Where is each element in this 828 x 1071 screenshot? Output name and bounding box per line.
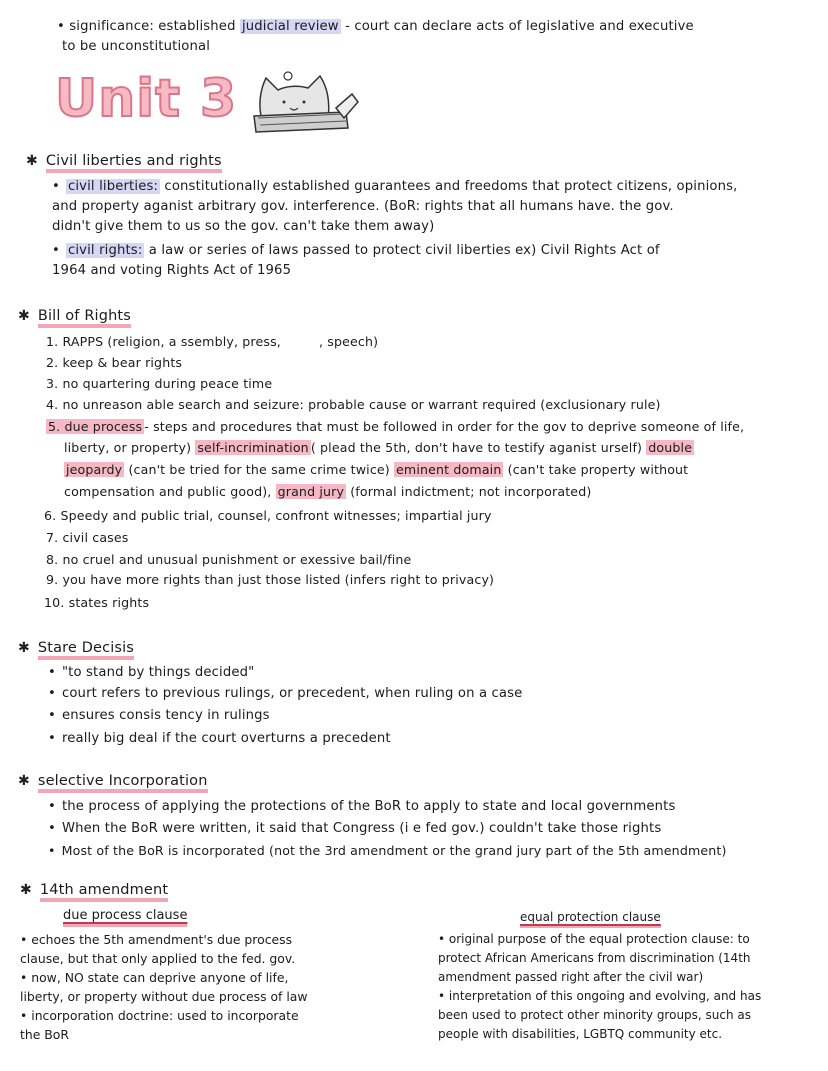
- bor-heading-text: Bill of Rights: [38, 308, 131, 328]
- due-process-clause-title-text: due process clause: [63, 908, 187, 927]
- equal-protection-title: [520, 910, 661, 924]
- equal-protection-title-text: equal protection clause: [520, 910, 661, 928]
- star-icon: ✱: [18, 773, 30, 789]
- selective-bullet-1: [48, 798, 676, 815]
- judicial-review-highlight: judicial review: [241, 19, 339, 34]
- bor-item-5-text-1: - steps and procedures that must be followed in order for the gov to deprive someone of life,: [144, 419, 745, 434]
- ep-line-6: people with disabilities, LGBTQ community etc.: [438, 1027, 723, 1041]
- selective-bullet-3: [48, 842, 727, 859]
- ep-line-1: • original purpose of the equal protection clause: to: [438, 932, 750, 946]
- dp-line-4: liberty, or property without due process of law: [20, 989, 308, 1004]
- due-process-term: 5. due process: [48, 419, 143, 434]
- bor-item-5-text-3: ( plead the 5th, don't have to testify aganist urself): [310, 440, 643, 455]
- bor-item-1-a: 1. RAPPS (religion, a ssembly, press,: [46, 334, 281, 349]
- dp-line-2: clause, but that only applied to the fed. gov.: [20, 951, 296, 966]
- bor-item-7: 7. civil cases: [46, 530, 129, 545]
- grand-jury-term: grand jury: [277, 484, 345, 499]
- bor-item-5-text-5: (can't take property without: [507, 462, 689, 477]
- stare-bullet-3-text: ensures consis tency in rulings: [61, 708, 270, 723]
- stare-bullet-3: [48, 707, 270, 724]
- unit-title: Unit 3: [55, 69, 238, 129]
- star-icon: ✱: [18, 308, 30, 324]
- bor-item-5-line-2: [64, 439, 694, 456]
- dp-line-3: • now, NO state can deprive anyone of life,: [20, 970, 289, 985]
- significance-label: • significance: established: [57, 19, 236, 34]
- bor-item-3: 3. no quartering during peace time: [46, 376, 273, 391]
- ep-line-4: • interpretation of this ongoing and evolving, and has: [438, 989, 762, 1003]
- civil-rights-line-1: [52, 242, 660, 259]
- bor-item-5-text-7: (formal indictment; not incorporated): [350, 484, 592, 499]
- stare-bullet-2-text: court refers to previous rulings, or precedent, when ruling on a case: [61, 686, 523, 701]
- significance-text-2: to be unconstitutional: [62, 39, 211, 54]
- bor-item-5-text-2: liberty, or property): [64, 440, 192, 455]
- selective-bullet-2: [48, 820, 661, 837]
- ep-line-5: been used to protect other minority groups, such as: [438, 1008, 752, 1022]
- stare-heading: [18, 640, 134, 657]
- star-icon: ✱: [26, 153, 38, 169]
- bor-item-1: [46, 333, 378, 350]
- selective-bullet-2-text: When the BoR were written, it said that Congress (i e fed gov.) couldn't take those rights: [61, 821, 662, 836]
- ep-line-3: amendment passed right after the civil war): [438, 970, 704, 984]
- selective-heading-text: selective Incorporation: [38, 773, 208, 793]
- double-term: double: [648, 440, 693, 455]
- significance-text: - court can declare acts of legislative and executive: [345, 19, 694, 34]
- selective-heading: [18, 773, 208, 790]
- stare-bullet-1-text: "to stand by things decided": [61, 665, 255, 680]
- civil-rights-term: civil rights:: [67, 243, 143, 258]
- bor-item-5-line-4: [64, 483, 591, 500]
- bor-item-8: 8. no cruel and unusual punishment or exessive bail/fine: [46, 552, 412, 567]
- civil-heading-text: Civil liberties and rights: [46, 153, 222, 173]
- selective-bullet-3-text: Most of the BoR is incorporated (not the 3rd amendment or the grand jury part of the 5th amendment): [61, 843, 727, 858]
- selective-bullet-1-text: the process of applying the protections of the BoR to apply to state and local governments: [61, 799, 676, 814]
- cat-doodle-icon: [248, 68, 364, 140]
- bor-item-2: 2. keep & bear rights: [46, 355, 183, 370]
- ep-line-2: protect African Americans from discrimination (14th: [438, 951, 751, 965]
- star-icon: ✱: [18, 640, 30, 656]
- jeopardy-term: jeopardy: [66, 462, 123, 477]
- bor-item-9: 9. you have more rights than just those listed (infers right to privacy): [46, 572, 495, 587]
- stare-bullet-4-text: really big deal if the court overturns a precedent: [61, 731, 391, 746]
- bor-item-6: 6. Speedy and public trial, counsel, confront witnesses; impartial jury: [44, 508, 492, 523]
- stare-bullet-1: [48, 664, 254, 681]
- civil-rights-def-2: 1964 and voting Rights Act of 1965: [52, 263, 292, 278]
- equal-protection-column: [438, 930, 761, 1044]
- eminent-domain-term: eminent domain: [396, 462, 502, 477]
- bor-item-1-b: , speech): [318, 334, 379, 349]
- bor-item-5-text-4: (can't be tried for the same crime twice): [128, 462, 390, 477]
- civil-liberties-term: civil liberties:: [67, 179, 159, 194]
- star-icon: ✱: [20, 882, 32, 898]
- dp-line-6: the BoR: [20, 1027, 69, 1042]
- dp-line-1: • echoes the 5th amendment's due process: [20, 932, 293, 947]
- bor-item-5-line-1: [46, 418, 744, 435]
- stare-heading-text: Stare Decisis: [38, 640, 134, 660]
- bor-item-5-line-3: [64, 461, 688, 478]
- civil-liberties-def-3: didn't give them to us so the gov. can't take them away): [52, 219, 435, 234]
- due-process-column: [20, 930, 308, 1044]
- civil-liberties-def-2: and property aganist arbitrary gov. interference. (BoR: rights that all humans have. the gov.: [52, 199, 674, 214]
- fourteenth-heading-text: 14th amendment: [40, 882, 168, 902]
- civil-liberties-line-1: [52, 178, 738, 195]
- stare-bullet-2: [48, 685, 522, 702]
- significance-line: [57, 18, 694, 35]
- bor-heading: [18, 308, 131, 325]
- stare-bullet-4: [48, 730, 391, 747]
- civil-rights-def-1: a law or series of laws passed to protect civil liberties ex) Civil Rights Act of: [148, 243, 660, 258]
- civil-liberties-def-1: constitutionally established guarantees and freedoms that protect citizens, opinions,: [164, 179, 738, 194]
- due-process-clause-title: [63, 908, 187, 923]
- bor-item-4: 4. no unreason able search and seizure: probable cause or warrant required (exclusionary rule): [46, 397, 661, 412]
- bor-item-10: 10. states rights: [44, 595, 150, 610]
- bor-item-5-text-6: compensation and public good),: [64, 484, 272, 499]
- self-incrimination-term: self-incrimination: [197, 440, 309, 455]
- dp-line-5: • incorporation doctrine: used to incorporate: [20, 1008, 299, 1023]
- civil-heading: [26, 153, 222, 170]
- fourteenth-heading: [20, 882, 168, 899]
